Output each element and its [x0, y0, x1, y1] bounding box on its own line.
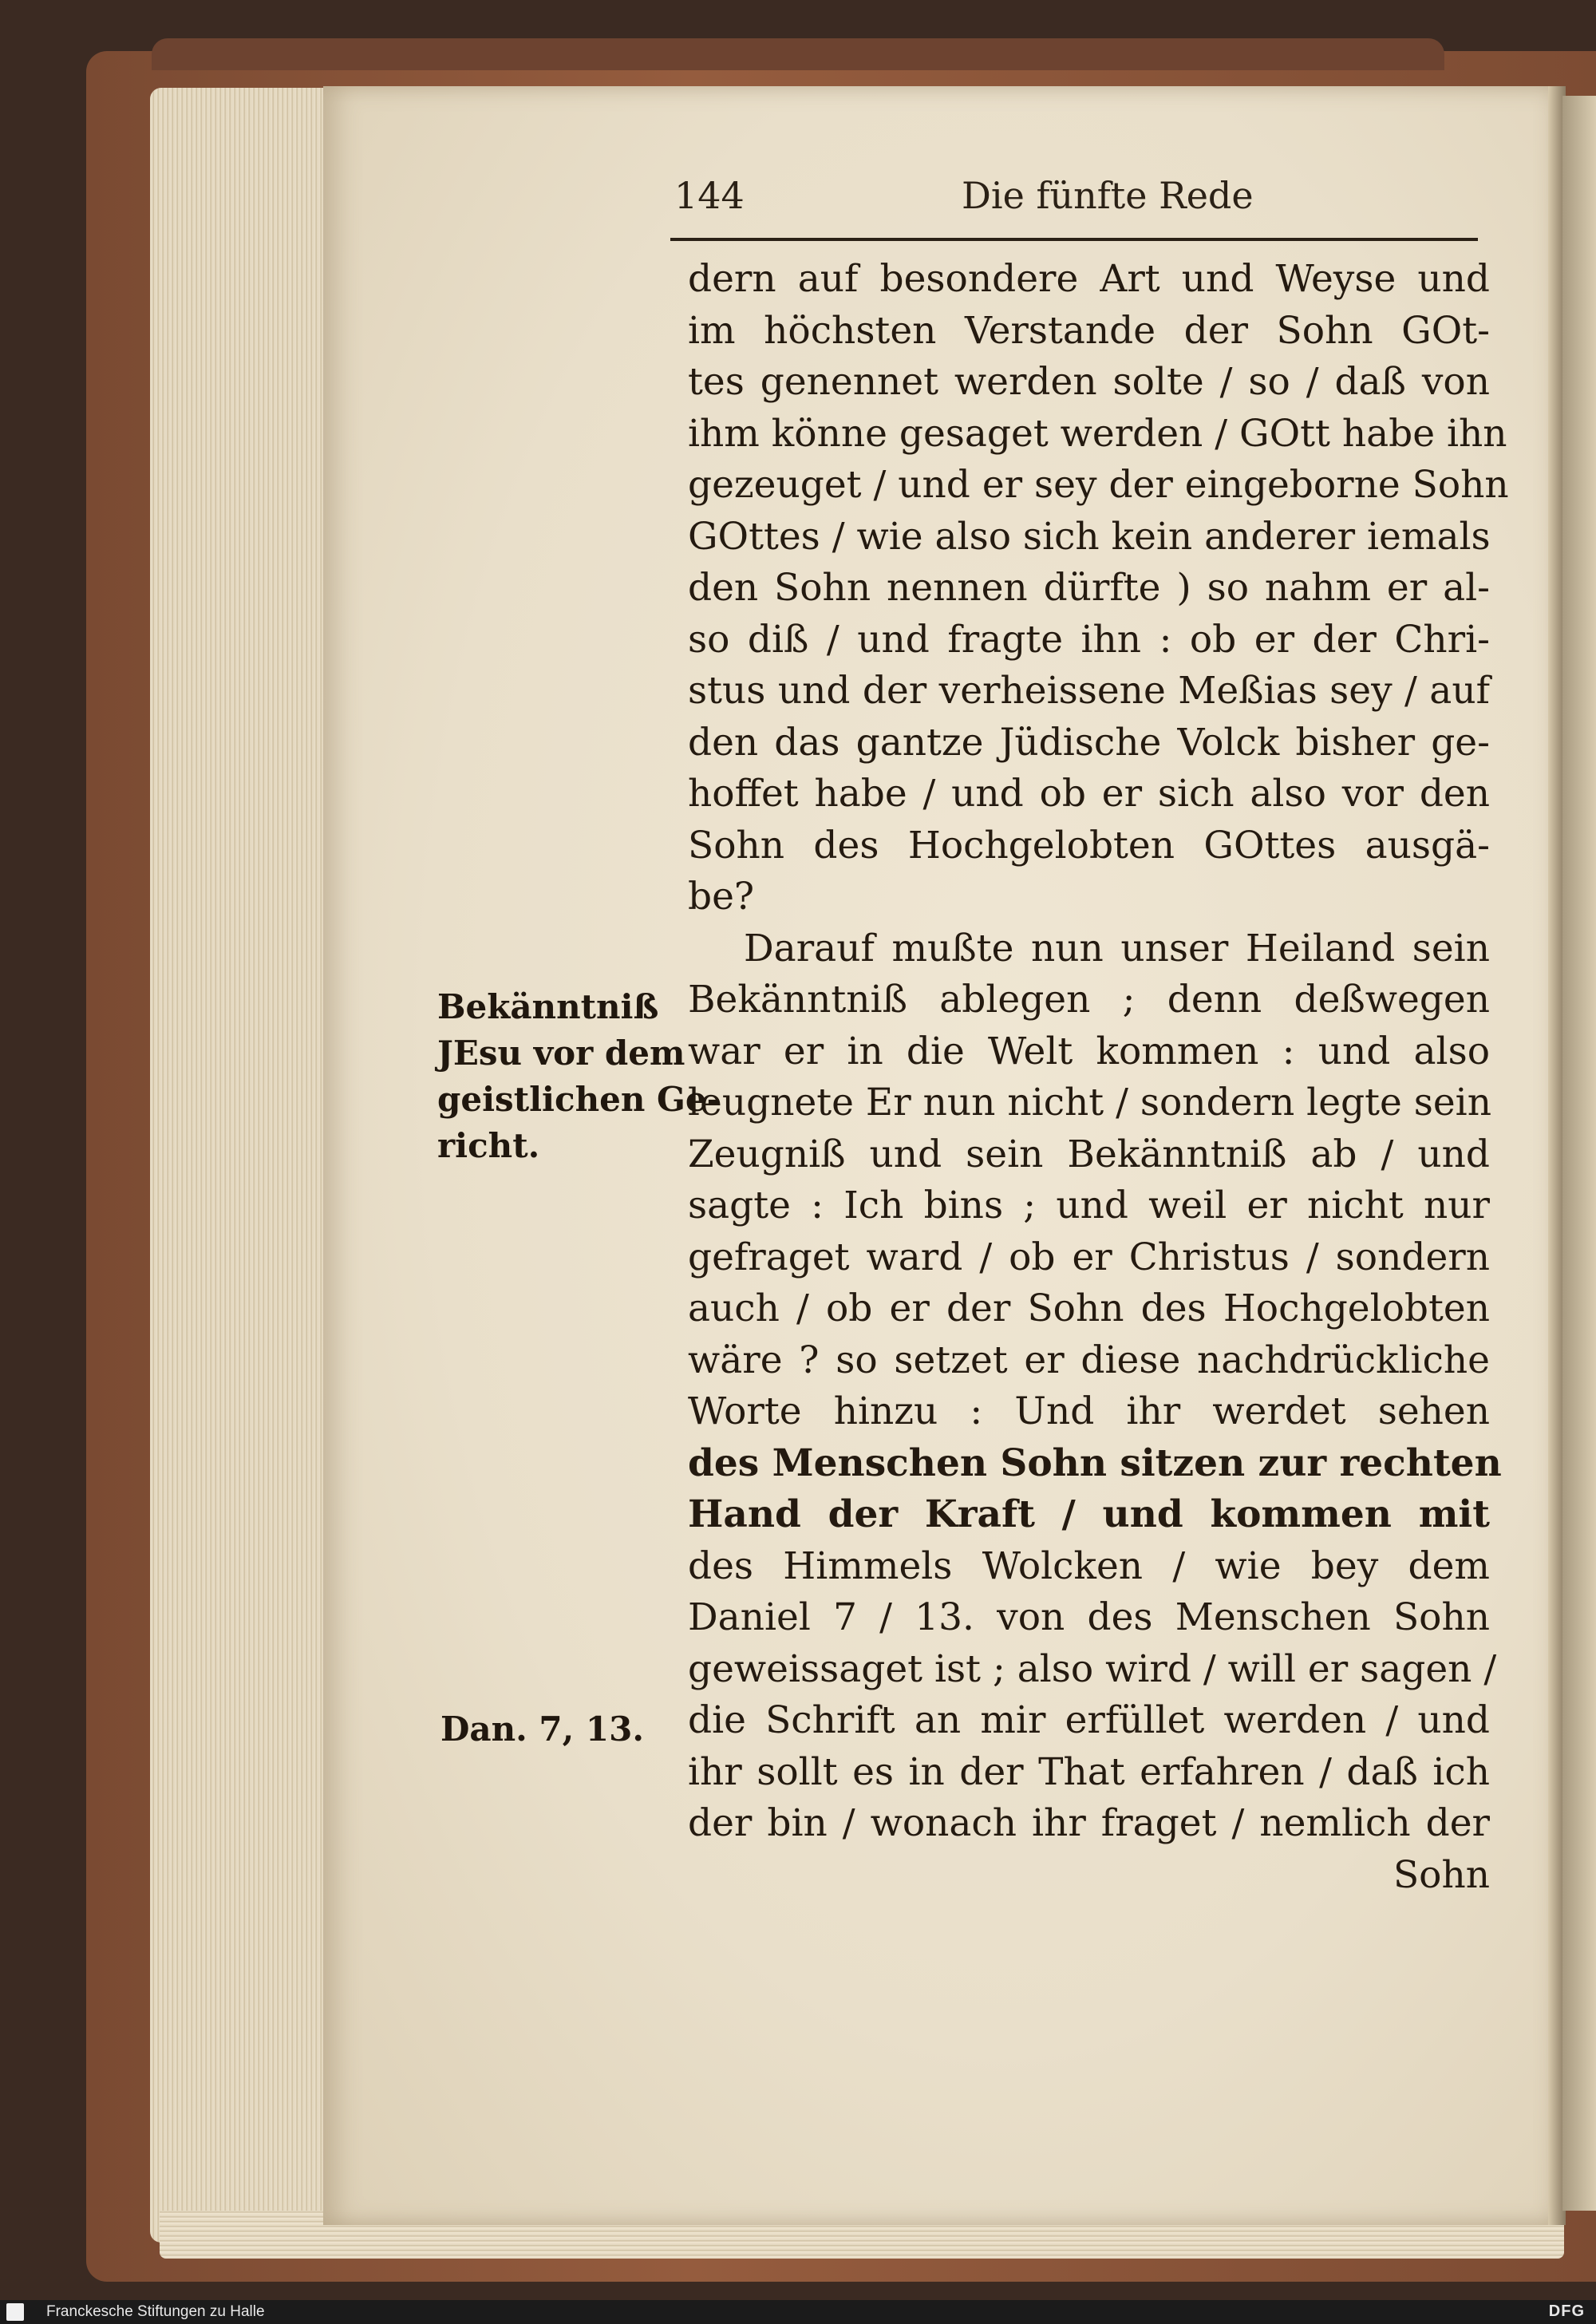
emphasized-line: des Menschen Sohn sitzen zur rechten — [688, 1441, 1502, 1485]
text-line: im höchsten Verstande der Sohn GOt- — [688, 308, 1490, 353]
text-line: geweissaget ist ; also wird / will er sagen / — [688, 1646, 1497, 1691]
text-line: gefraget ward / ob er Christus / sondern — [688, 1235, 1490, 1279]
text-line: ihm könne gesaget werden / GOtt habe ihn — [688, 411, 1507, 456]
page-edges-left — [150, 88, 326, 2243]
text-line: leugnete Er nun nicht / sondern legte sein — [688, 1081, 1491, 1124]
paragraph-start-line: Darauf mußte nun unser Heiland sein — [744, 926, 1490, 970]
dfg-badge: DFG — [1548, 2302, 1585, 2320]
text-line: Daniel 7 / 13. von des Menschen Sohn — [688, 1595, 1490, 1639]
header-rule — [670, 238, 1478, 241]
margin-note-confession — [437, 984, 721, 1169]
text-line: war er in die Welt kommen : und also — [688, 1029, 1490, 1073]
facing-page-edge — [1562, 96, 1596, 2211]
text-line: den Sohn nennen dürfte ) so nahm er al- — [688, 566, 1490, 610]
margin-note-line: geistlichen Ge- — [437, 1080, 721, 1119]
book-cover-top — [152, 38, 1444, 70]
margin-note-line: richt. — [437, 1126, 540, 1165]
footer-credit: Franckesche Stiftungen zu Halle — [46, 2303, 265, 2320]
text-line: die Schrift an mir erfüllet werden / und — [688, 1698, 1490, 1742]
running-title: Die fünfte Rede — [962, 174, 1254, 217]
margin-note-line: Bekänntniß — [437, 987, 659, 1026]
text-line: Bekänntniß ablegen ; denn deßwegen — [688, 978, 1490, 1022]
institution-logo-icon — [6, 2303, 24, 2321]
text-line: dern auf besondere Art und Weyse und — [688, 257, 1490, 301]
text-line: Sohn des Hochgelobten GOttes ausgä- — [688, 823, 1490, 868]
text-line: tes genennet werden solte / so / daß von — [688, 360, 1490, 404]
text-line: auch / ob er der Sohn des Hochgelobten — [688, 1286, 1490, 1330]
margin-note-line: JEsu vor dem — [437, 1034, 685, 1073]
text-line: hoffet habe / und ob er sich also vor den — [688, 772, 1490, 816]
text-line: ihr sollt es in der That erfahren / daß ich — [688, 1749, 1490, 1794]
text-line: des Himmels Wolcken / wie bey dem — [688, 1543, 1490, 1588]
viewer-footer — [0, 2300, 1596, 2324]
text-line: Zeugniß und sein Bekänntniß ab / und — [688, 1132, 1490, 1176]
margin-note-reference — [440, 1706, 644, 1753]
text-line: Worte hinzu : Und ihr werdet sehen — [688, 1389, 1490, 1433]
catchword: Sohn — [1393, 1852, 1490, 1897]
text-line: be? — [688, 875, 755, 919]
text-line: den das gantze Jüdische Volck bisher ge- — [688, 720, 1490, 765]
page-number: 144 — [674, 174, 745, 217]
text-line: GOttes / wie also sich kein anderer iemals — [688, 514, 1491, 559]
text-line: sagte : Ich bins ; und weil er nicht nur — [688, 1184, 1490, 1227]
text-line: der bin / wonach ihr fraget / nemlich der — [688, 1801, 1490, 1845]
page-header — [674, 174, 1472, 230]
emphasized-line: Hand der Kraft / und kommen mit — [688, 1492, 1490, 1536]
text-line: stus und der verheissene Meßias sey / auf — [688, 669, 1490, 713]
text-line: gezeuget / und er sey der eingeborne Sohn — [688, 463, 1509, 507]
text-line: so diß / und fragte ihn : ob er der Chri- — [688, 617, 1490, 662]
main-text-block — [688, 254, 1509, 1901]
text-line: wäre ? so setzet er diese nachdrückliche — [688, 1338, 1490, 1382]
margin-reference: Dan. 7, 13. — [440, 1709, 644, 1749]
